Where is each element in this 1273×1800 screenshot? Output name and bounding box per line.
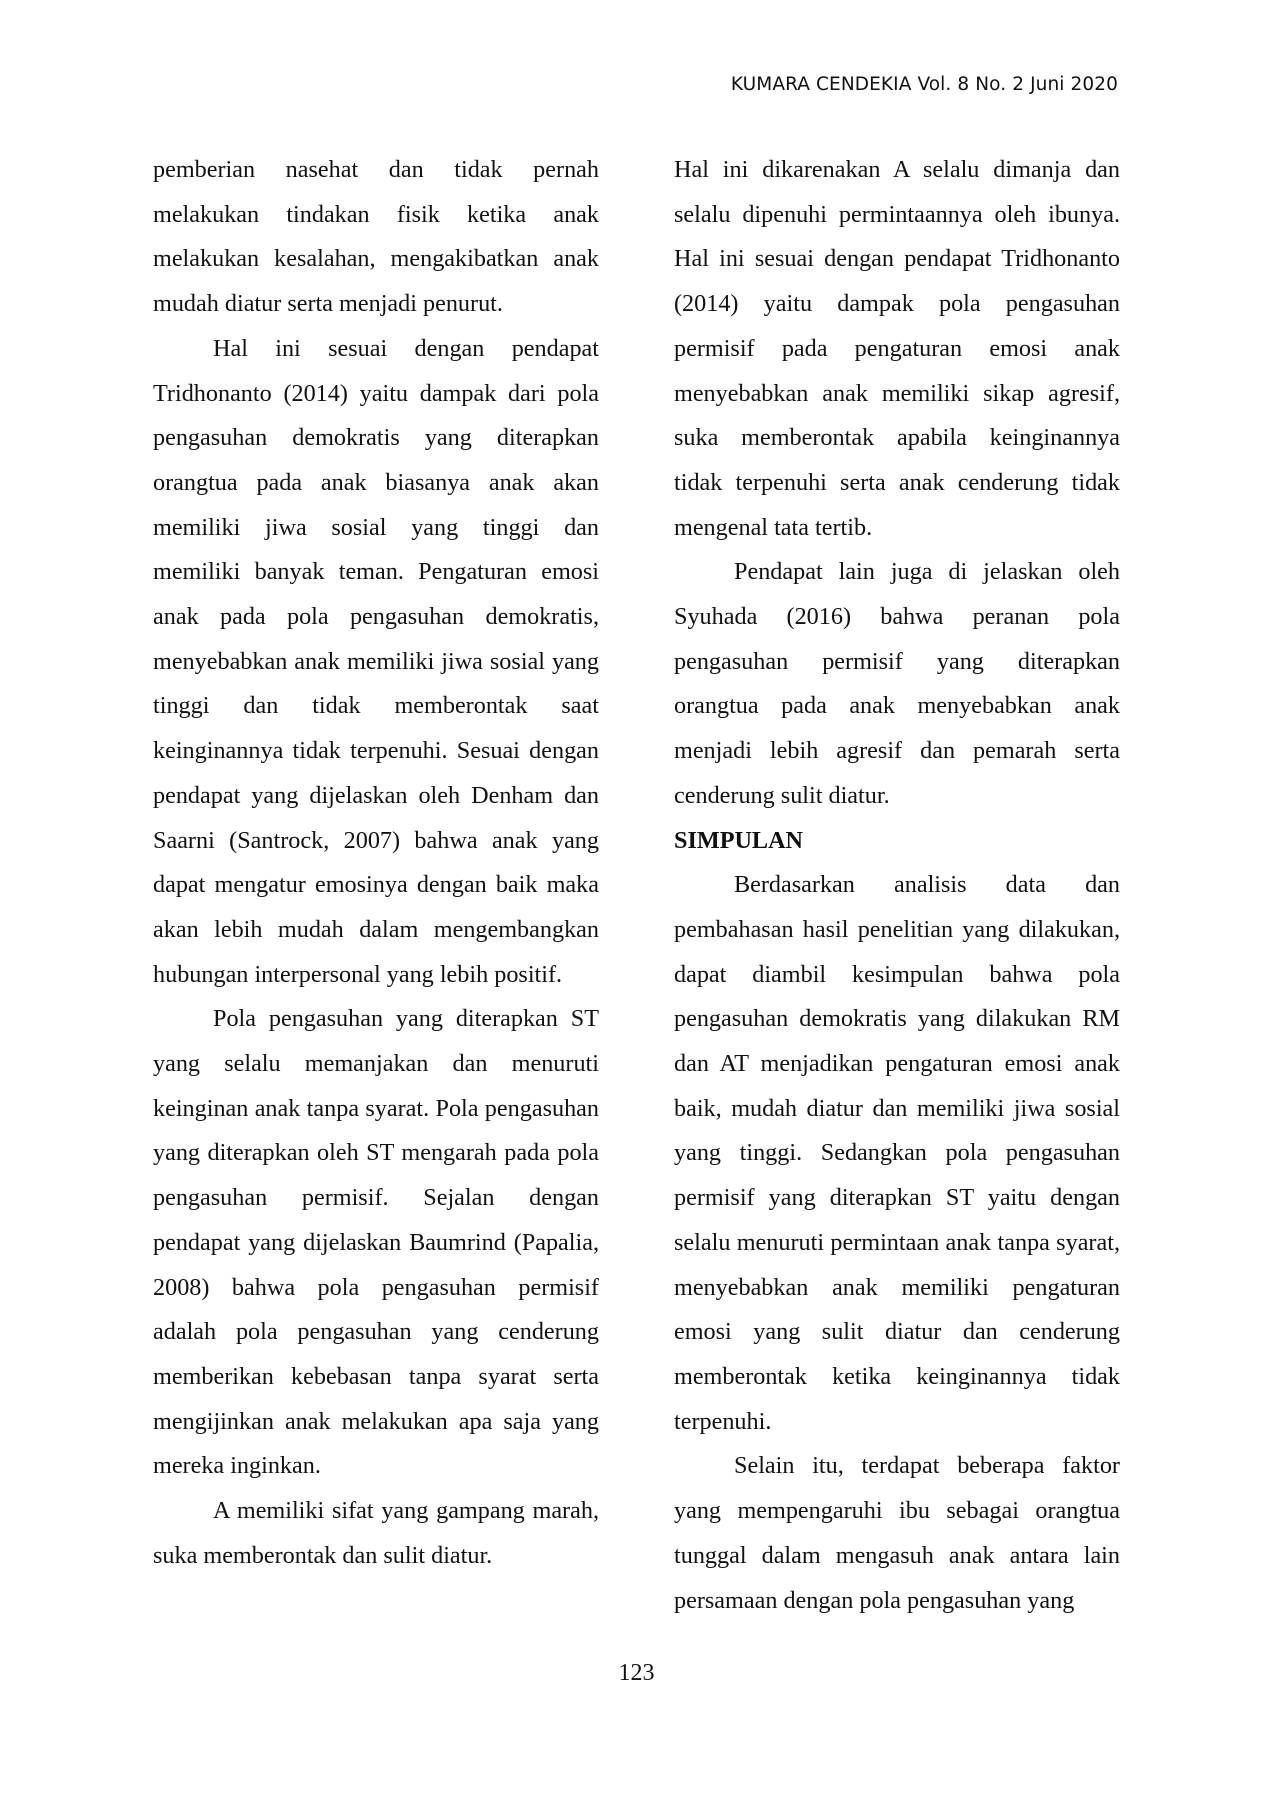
paragraph: Pendapat lain juga di jelaskan oleh Syuhada (2016) bahwa peranan pola pengasuhan permisif yang diterapkan orangtua pada anak menyebabkan anak menjadi lebih agresif dan pemarah serta cenderung sulit diatur. bbox=[674, 558, 1120, 809]
paragraph: Berdasarkan analisis data dan pembahasan hasil penelitian yang dilakukan, dapat diambil kesimpulan bahwa pola pengasuhan demokratis yang dilakukan RM dan AT menjadikan pengaturan emosi anak baik, mudah diatur dan memiliki jiwa sosial yang tinggi. Sedangkan pola pengasuhan permisif yang diterapkan ST yaitu dengan selalu menuruti permintaan anak tanpa syarat, menyebabkan anak memiliki pengaturan emosi yang sulit diatur dan cenderung memberontak ketika keinginannya tidak terpenuhi. bbox=[674, 871, 1120, 1435]
paragraph: A memiliki sifat yang gampang marah, suka memberontak dan sulit diatur. bbox=[153, 1497, 599, 1569]
right-column bbox=[674, 148, 1120, 1623]
paragraph: Selain itu, terdapat beberapa faktor yang mempengaruhi ibu sebagai orangtua tunggal dalam mengasuh anak antara lain persamaan dengan pola pengasuhan yang bbox=[674, 1452, 1120, 1614]
paragraph: Hal ini dikarenakan A selalu dimanja dan selalu dipenuhi permintaannya oleh ibunya. Hal ini sesuai dengan pendapat Tridhonanto (2014) yaitu dampak pola pengasuhan permisif pada pengaturan emosi anak menyebabkan anak memiliki sikap agresif, suka memberontak apabila keinginannya tidak terpenuhi serta anak cenderung tidak mengenal tata tertib. bbox=[674, 156, 1120, 541]
running-header: KUMARA CENDEKIA Vol. 8 No. 2 Juni 2020 bbox=[730, 74, 1118, 95]
paragraph: Hal ini sesuai dengan pendapat Tridhonanto (2014) yaitu dampak dari pola pengasuhan demokratis yang diterapkan orangtua pada anak biasanya anak akan memiliki jiwa sosial yang tinggi dan memiliki banyak teman. Pengaturan emosi anak pada pola pengasuhan demokratis, menyebabkan anak memiliki jiwa sosial yang tinggi dan tidak memberontak saat keinginannya tidak terpenuhi. Sesuai dengan pendapat yang dijelaskan oleh Denham dan Saarni (Santrock, 2007) bahwa anak yang dapat mengatur emosinya dengan baik maka akan lebih mudah dalam mengembangkan hubungan interpersonal yang lebih positif. bbox=[153, 334, 599, 988]
left-column bbox=[153, 148, 599, 1579]
page-number: 123 bbox=[618, 1660, 655, 1686]
section-heading-simpulan: SIMPULAN bbox=[674, 826, 804, 854]
paragraph: pemberian nasehat dan tidak pernah melakukan tindakan fisik ketika anak melakukan kesalahan, mengakibatkan anak mudah diatur serta menjadi penurut. bbox=[153, 156, 599, 318]
paragraph: Pola pengasuhan yang diterapkan ST yang selalu memanjakan dan menuruti keinginan anak tanpa syarat. Pola pengasuhan yang diterapkan oleh ST mengarah pada pola pengasuhan permisif. Sejalan dengan pendapat yang dijelaskan Baumrind (Papalia, 2008) bahwa pola pengasuhan permisif adalah pola pengasuhan yang cenderung memberikan kebebasan tanpa syarat serta mengijinkan anak melakukan apa saja yang mereka inginkan. bbox=[153, 1005, 599, 1480]
